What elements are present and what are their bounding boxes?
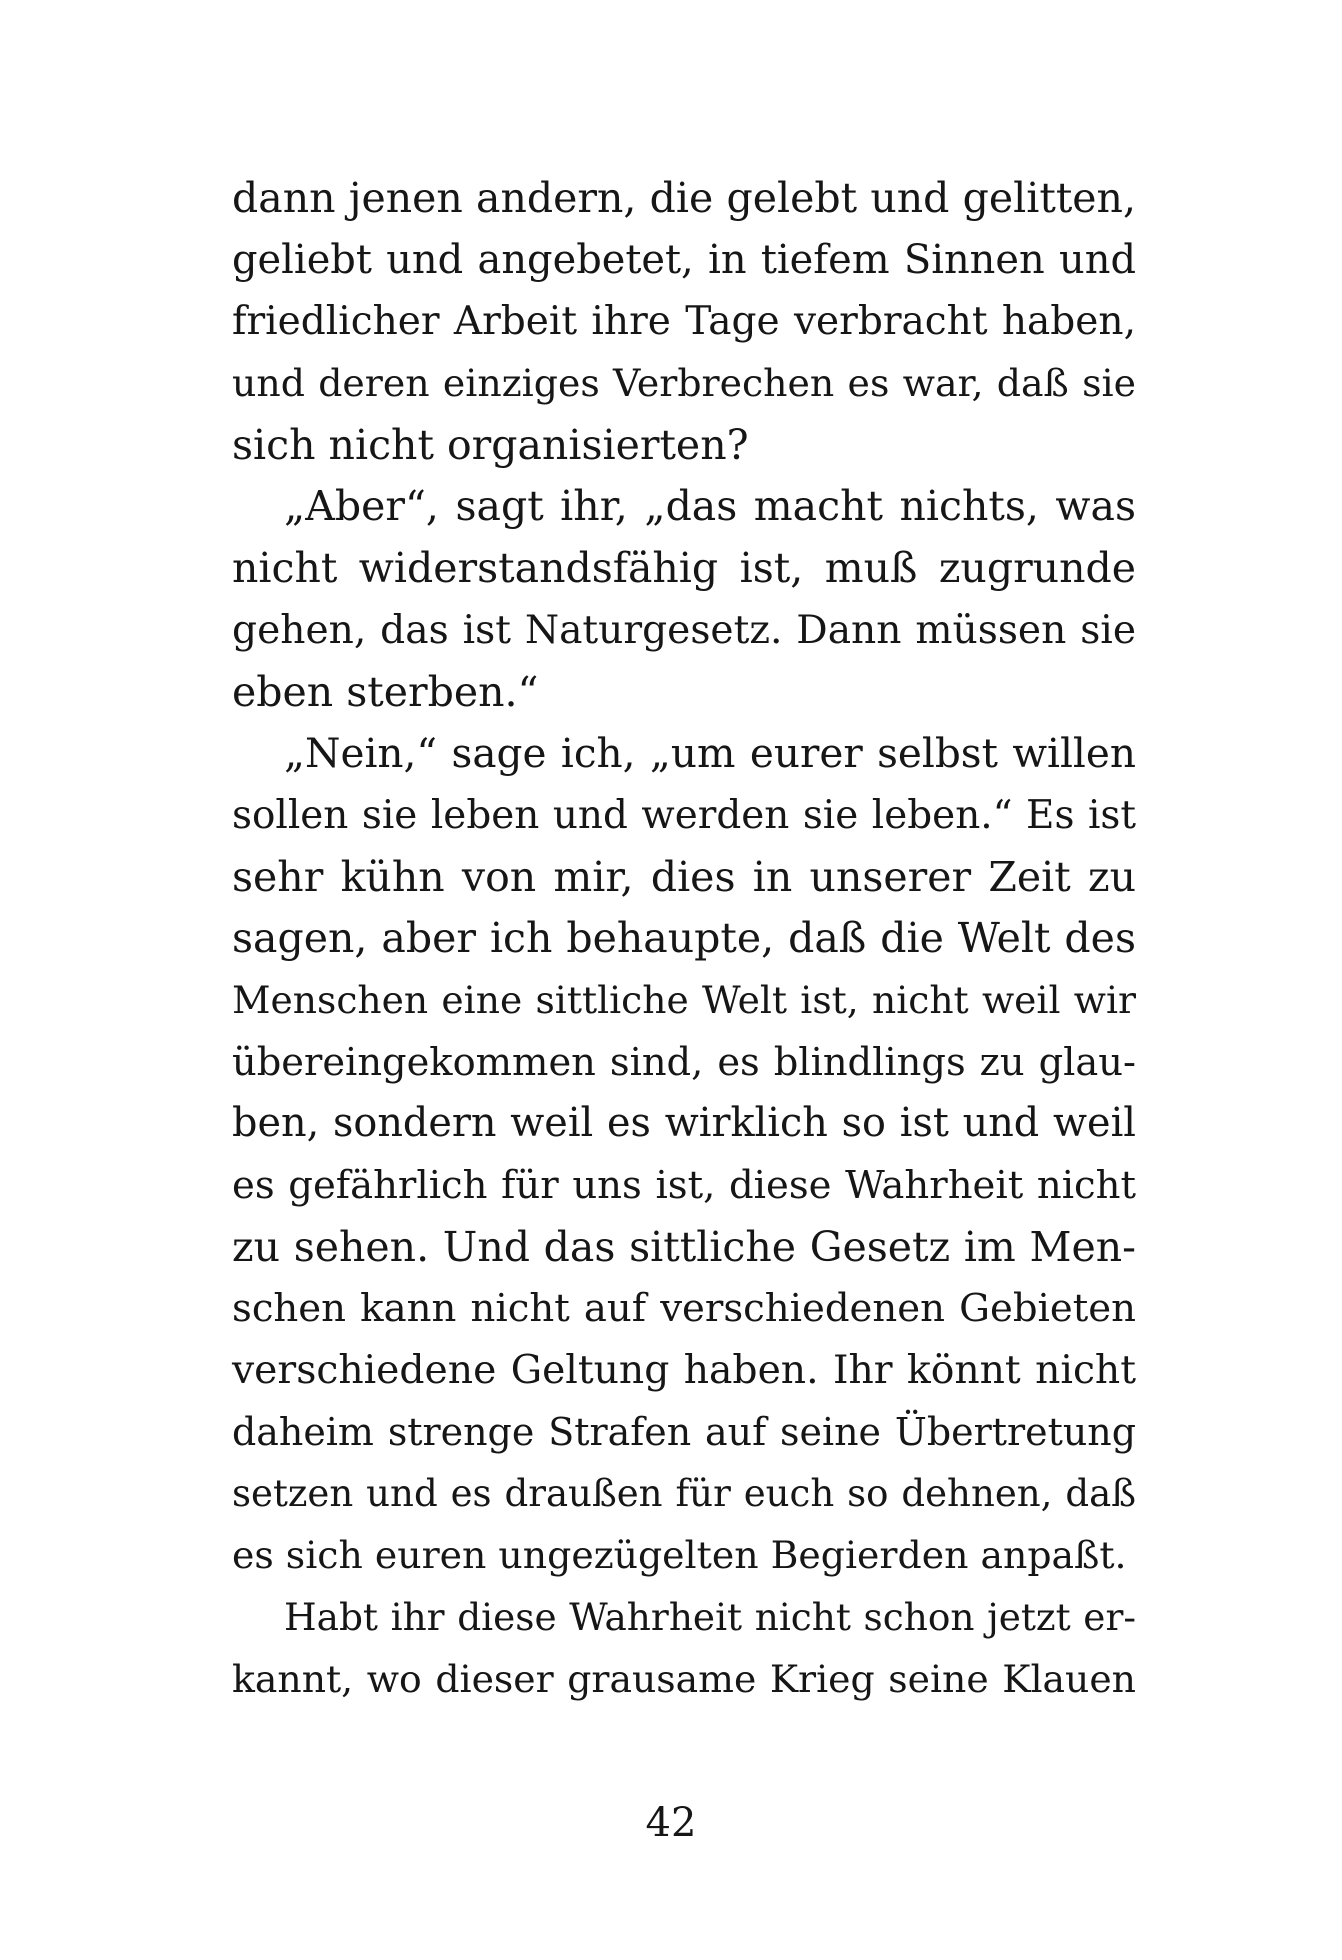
text-line: friedlicher Arbeit ihre Tage verbracht haben, [232,299,1136,345]
text-line: gehen, das ist Naturgesetz. Dann müssen sie [232,607,1136,653]
text-line: setzen und es draußen für euch so dehnen, daß [232,1472,1136,1516]
text-line: Habt ihr diese Wahrheit nicht schon jetzt er- [284,1594,1136,1639]
page-number: 42 [645,1800,697,1846]
text-line: geliebt und angebetet, in tiefem Sinnen und [232,236,1136,283]
text-line: nicht widerstandsfähig ist, muß zugrunde [232,544,1136,593]
text-line: ben, sondern weil es wirklich so ist und weil [232,1100,1136,1147]
text-line: „Nein,“ sage ich, „um eurer selbst willen [284,729,1136,778]
text-line: zu sehen. Und das sittliche Gesetz im Men- [232,1222,1136,1271]
text-line: sich nicht organisierten? [232,420,749,469]
text-line: daheim strenge Strafen auf seine Übertretung [232,1409,1136,1454]
text-line: sollen sie leben und werden sie leben.“ Es ist [232,792,1136,838]
text-line: es gefährlich für uns ist, diese Wahrheit nicht [232,1163,1136,1208]
text-line: sehr kühn von mir, dies in unserer Zeit zu [232,852,1136,901]
text-line: sagen, aber ich behaupte, daß die Welt des [232,914,1136,963]
text-line: kannt, wo dieser grausame Krieg seine Klauen [232,1656,1136,1701]
text-line: übereingekommen sind, es blindlings zu glau- [232,1039,1136,1085]
text-line: „Aber“, sagt ihr, „das macht nichts, was [284,482,1136,531]
text-line: und deren einziges Verbrechen es war, daß sie [232,361,1136,406]
text-line: dann jenen andern, die gelebt und gelitten, [232,174,1136,222]
text-line: Menschen eine sittliche Welt ist, nicht weil wir [232,977,1136,1022]
body-text [232,168,1136,1710]
text-line: schen kann nicht auf verschiedenen Gebieten [232,1286,1136,1332]
text-line: verschiedene Geltung haben. Ihr könnt nicht [232,1348,1136,1394]
text-line: es sich euren ungezügelten Begierden anpaßt. [232,1533,1127,1578]
text-line: eben sterben.“ [232,667,539,716]
